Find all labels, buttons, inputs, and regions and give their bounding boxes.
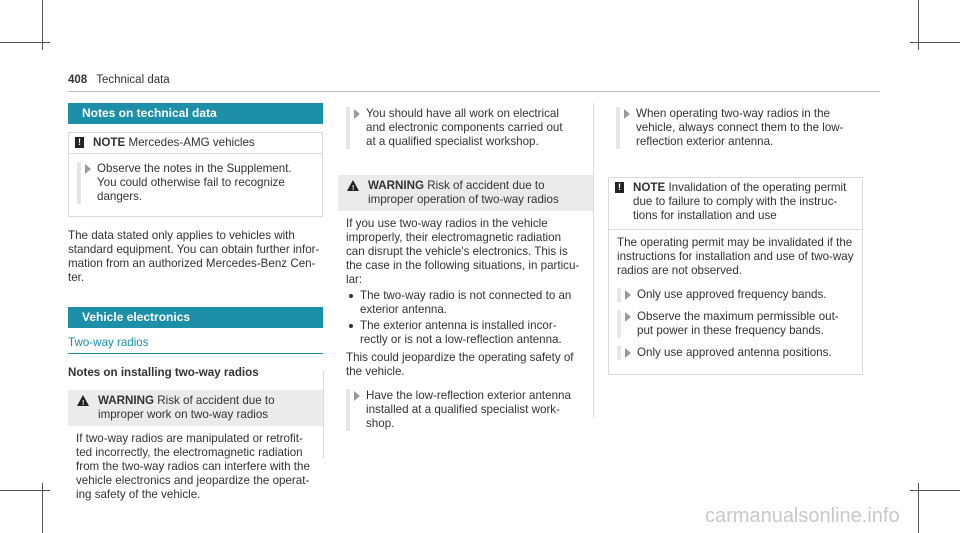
text-line: The two-way radio is not connected to an [360, 289, 572, 302]
play-arrow-icon [624, 109, 630, 119]
note-header [69, 133, 322, 154]
text-line: mation from an authorized Mercedes-Benz Cen- [68, 257, 316, 270]
text-line: exterior antenna. [360, 303, 448, 316]
note-label: NOTE [93, 136, 126, 149]
text-line: improperly, their electromagnetic radiation [346, 231, 562, 244]
warning-box [338, 175, 593, 445]
warning-triangle-icon: ! [77, 395, 89, 406]
page-header [68, 74, 170, 86]
bullet-dot [349, 324, 353, 328]
play-arrow-icon [85, 164, 91, 174]
text-line: The data stated only applies to vehicles with [68, 229, 295, 242]
header-rule [68, 91, 880, 92]
subsection-title: Two-way radios [68, 336, 323, 354]
watermark: carmanualsonline.info [705, 505, 900, 527]
text-line: If two-way radios are manipulated or retrofit- [76, 432, 303, 445]
step-line: dangers. [97, 190, 143, 203]
crop-mark [42, 483, 43, 533]
note-label: NOTE [633, 181, 666, 194]
note-body [609, 230, 862, 374]
step-item [77, 162, 314, 204]
text-line: The exterior antenna is installed incor- [360, 319, 557, 332]
section-title-vehicle-electronics: Vehicle electronics [68, 307, 323, 328]
warning-text: improper operation of two-way radios [368, 193, 559, 206]
column-1 [68, 103, 323, 510]
warning-text: Risk of accident due to [157, 394, 275, 407]
exclamation-icon: ! [75, 137, 84, 148]
column-2 [338, 103, 593, 445]
note-text: Invalidation of the operating permit [668, 181, 847, 194]
text-line: instructions for installation and use of two-way [617, 250, 854, 263]
step-item [617, 310, 854, 338]
step-line: and electronic components carried out [366, 121, 563, 134]
step-line: Observe the maximum permissible out- [637, 310, 839, 323]
text-line: ted incorrectly, the electromagnetic radiation [76, 446, 303, 459]
text-line: standard equipment. You can obtain further infor- [68, 243, 320, 256]
step-line: reflection exterior antenna. [636, 135, 774, 148]
note-steps [69, 154, 322, 216]
crop-mark [42, 0, 43, 50]
crop-mark [918, 0, 919, 50]
step-line: Have the low-reflection exterior antenna [366, 389, 571, 402]
paragraph [68, 229, 323, 285]
warning-body [68, 426, 323, 510]
play-arrow-icon [354, 109, 360, 119]
step-stripe [346, 389, 350, 431]
warning-label: WARNING [368, 179, 425, 192]
step-line: Observe the notes in the Supplement. [97, 162, 292, 175]
step-item [346, 107, 585, 149]
bullet-item [346, 289, 585, 317]
paragraph [346, 351, 585, 379]
text-line: radios are not observed. [617, 264, 743, 277]
warning-triangle-icon: ! [347, 180, 359, 191]
play-arrow-icon [625, 348, 631, 358]
text-line: the case in the following situations, in particu- [346, 259, 580, 272]
play-arrow-icon [625, 290, 631, 300]
step-line: Only use approved antenna positions. [637, 346, 832, 359]
play-arrow-icon [354, 391, 360, 401]
column-divider [593, 103, 594, 418]
note-text: due to failure to comply with the instruc- [633, 195, 838, 208]
steps [338, 103, 593, 161]
step-item [616, 107, 855, 149]
bullet-item [346, 319, 585, 347]
note-box [68, 132, 323, 217]
page-number: 408 [68, 74, 88, 86]
play-arrow-icon [625, 312, 631, 322]
step-stripe [617, 346, 621, 360]
exclamation-icon: ! [615, 182, 624, 193]
step-stripe [346, 107, 350, 149]
step-stripe [617, 310, 621, 338]
text-line: vehicle electronics and jeopardize the operat- [76, 474, 310, 487]
column-3 [608, 103, 863, 375]
note-text: Mercedes-AMG vehicles [128, 136, 255, 149]
text-line: ter. [68, 271, 85, 284]
crop-mark [918, 483, 919, 533]
warning-box [68, 390, 323, 510]
warning-label: WARNING [98, 394, 155, 407]
warning-text: improper work on two-way radios [98, 408, 269, 421]
text-line: The operating permit may be invalidated if the [617, 236, 853, 249]
warning-body [338, 211, 593, 445]
step-item [617, 346, 854, 360]
step-item [617, 288, 854, 302]
step-line: vehicle, always connect them to the low- [636, 121, 844, 134]
text-line: the vehicle. [346, 365, 405, 378]
section-title-technical-data: Notes on technical data [68, 103, 323, 124]
topic-title: Notes on installing two-way radios [68, 366, 259, 379]
step-line: You could otherwise fail to recognize [97, 176, 285, 189]
column-divider [323, 370, 324, 458]
bullet-dot [349, 294, 353, 298]
page-section: Technical data [96, 74, 170, 86]
step-line: You should have all work on electrical [366, 107, 559, 120]
step-line: When operating two-way radios in the [636, 107, 830, 120]
text-line: from the two-way radios can interfere with the [76, 460, 310, 473]
step-line: Only use approved frequency bands. [637, 288, 827, 301]
note-text: tions for installation and use [633, 209, 777, 222]
step-stripe [617, 288, 621, 302]
text-line: rectly or is not a low-reflection antenna. [360, 333, 562, 346]
step-stripe [77, 162, 81, 204]
warning-text: Risk of accident due to [427, 179, 545, 192]
step-line: put power in these frequency bands. [637, 324, 824, 337]
warning-header [68, 390, 323, 426]
note-box [608, 177, 863, 375]
text-line: lar: [346, 273, 363, 286]
step-line: at a qualified specialist workshop. [366, 135, 539, 148]
warning-header [338, 175, 593, 211]
text-line: This could jeopardize the operating safety of [346, 351, 574, 364]
text-line: can disrupt the vehicle's electronics. This is [346, 245, 568, 258]
text-line: ing safety of the vehicle. [76, 488, 201, 501]
step-item [346, 389, 585, 431]
steps [608, 103, 863, 161]
note-header [609, 178, 862, 230]
step-line: shop. [366, 417, 395, 430]
step-line: installed at a qualified specialist work- [366, 403, 560, 416]
text-line: If you use two-way radios in the vehicle [346, 217, 548, 230]
step-stripe [616, 107, 620, 149]
